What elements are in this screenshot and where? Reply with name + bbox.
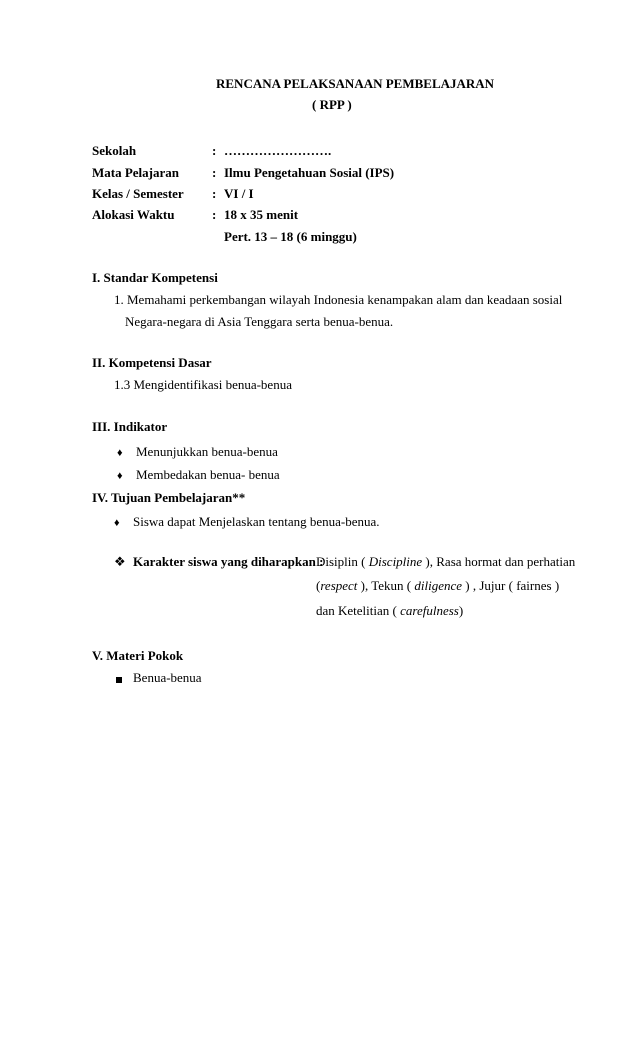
identity-label-sekolah: Sekolah — [92, 143, 137, 158]
identity-label-mapel: Mata Pelajaran — [92, 165, 180, 180]
identity-value-kelas: VI / I — [224, 186, 254, 201]
section-heading-indikator: III. Indikator — [92, 419, 168, 434]
identity-colon: : — [212, 165, 217, 180]
indikator-item: Menunjukkan benua-benua — [136, 444, 278, 459]
identity-value-alokasi: 18 x 35 menit — [224, 207, 299, 222]
karakter-line-3: dan Ketelitian ( carefulness) — [316, 603, 464, 618]
diamond-bullet-icon: ♦ — [117, 447, 123, 459]
identity-value-sekolah: ……………………. — [224, 143, 332, 158]
identity-colon: : — [212, 143, 217, 158]
identity-time-detail: Pert. 13 – 18 (6 minggu) — [224, 229, 357, 244]
section-heading-standar-kompetensi: I. Standar Kompetensi — [92, 270, 218, 285]
identity-label-alokasi: Alokasi Waktu — [92, 207, 175, 222]
identity-colon: : — [212, 186, 217, 201]
standar-kompetensi-line-1: 1. Memahami perkembangan wilayah Indonesia kenampakan alam dan keadaan sosial — [114, 292, 563, 307]
standar-kompetensi-line-2: Negara-negara di Asia Tenggara serta benua-benua. — [125, 314, 394, 329]
identity-label-kelas: Kelas / Semester — [92, 186, 184, 201]
document-subtitle: ( RPP ) — [312, 97, 352, 112]
karakter-line-2: (respect ), Tekun ( diligence ) , Jujur ( fairnes ) — [316, 578, 560, 593]
materi-pokok-item: Benua-benua — [133, 670, 202, 685]
section-heading-tujuan-pembelajaran: IV. Tujuan Pembelajaran** — [92, 490, 246, 505]
star-bullet-icon: ❖ — [114, 554, 126, 569]
diamond-bullet-icon: ♦ — [117, 470, 123, 482]
indikator-item: Membedakan benua- benua — [136, 467, 280, 482]
karakter-line-1: Disiplin ( Discipline ), Rasa hormat dan perhatian — [316, 554, 576, 569]
tujuan-item: Siswa dapat Menjelaskan tentang benua-benua. — [133, 514, 380, 529]
kompetensi-dasar-item: 1.3 Mengidentifikasi benua-benua — [114, 377, 292, 392]
square-bullet-icon — [116, 672, 122, 688]
section-heading-materi-pokok: V. Materi Pokok — [92, 648, 184, 663]
identity-colon: : — [212, 207, 217, 222]
karakter-label: Karakter siswa yang diharapkan : — [133, 554, 324, 569]
section-heading-kompetensi-dasar: II. Kompetensi Dasar — [92, 355, 212, 370]
document-title: RENCANA PELAKSANAAN PEMBELAJARAN — [216, 76, 495, 91]
diamond-bullet-icon: ♦ — [114, 517, 120, 529]
identity-value-mapel: Ilmu Pengetahuan Sosial (IPS) — [224, 165, 395, 180]
